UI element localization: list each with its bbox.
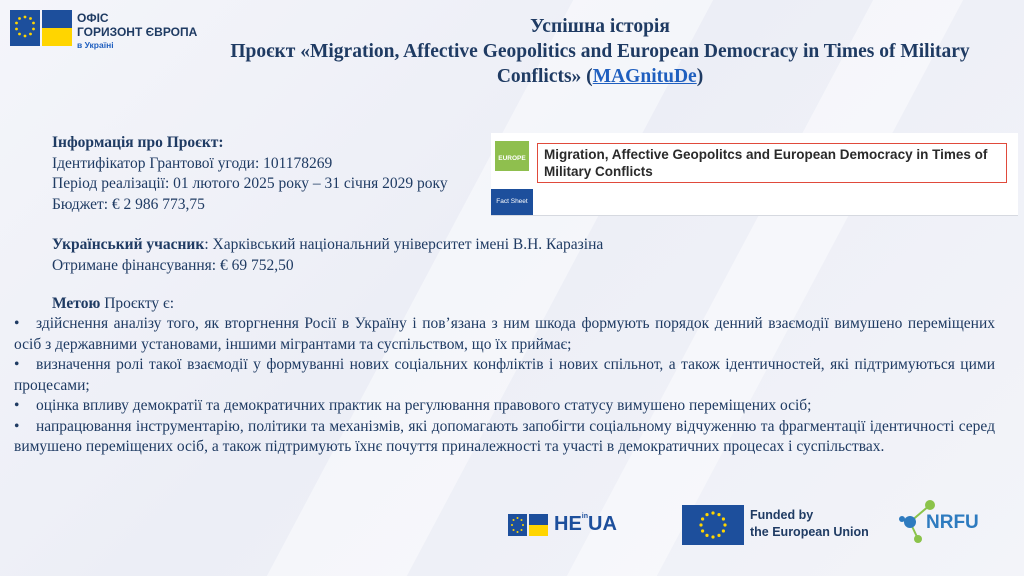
bullet: • — [14, 397, 20, 414]
project-info — [52, 133, 448, 215]
fact-sheet-project-title: Migration, Affective Geopolitcs and European Democracy in Times of Military Conflicts — [537, 143, 1007, 183]
horizon-europe-office-logo — [10, 8, 210, 48]
goal-item — [14, 314, 995, 355]
title-project — [225, 39, 975, 89]
eu-ua-flag-icon — [10, 10, 72, 46]
title-success-story: Успішна історія — [530, 16, 670, 37]
funded-by-line-1: Funded by — [750, 508, 814, 522]
heinua-he: HE — [554, 513, 582, 535]
fact-sheet-image — [491, 133, 1018, 216]
fact-sheet-tab: Fact Sheet — [491, 189, 533, 215]
goals-label-suffix: Проєкту є: — [100, 295, 175, 312]
goal-text: визначення ролі такої взаємодії у формуванні нових соціальних конфліктів і нових спільнот, а також ідентичностей, які підтримуються цими процесами; — [14, 356, 995, 394]
goal-item — [14, 417, 995, 458]
goal-item — [14, 355, 995, 396]
title-suffix: ) — [696, 66, 704, 87]
heinua-ua: UA — [588, 513, 617, 535]
participant-line — [52, 235, 603, 256]
goal-item — [14, 396, 995, 417]
goal-text: напрацювання інструментарію, політики та механізмів, які допомагають запобігти соціальному відчуженню та фрагментації ідентичності серед вимушено переміщених осіб, а також підтримують їхнє почуття приналежності та участі в демократичних процесах і суспільствах. — [14, 417, 995, 455]
fact-sheet-logo: EUROPE — [495, 141, 529, 171]
goal-text: здійснення аналізу того, як вторгнення Росії в Україну і пов’язана з ним шкода формують порядок денний взаємодії вимушено переміщених осіб з державними установами, іншими мігрантами та суспільством, що їх приймає; — [14, 315, 995, 353]
funded-by-eu — [750, 507, 869, 541]
funded-by-line-2: the European Union — [750, 525, 869, 539]
bullet: • — [14, 417, 20, 435]
participant-info — [52, 235, 603, 276]
received-funding: Отримане фінансування: € 69 752,50 — [52, 256, 294, 274]
page-title — [225, 14, 975, 89]
bullet: • — [14, 356, 20, 373]
project-info-heading: Інформація про Проєкт: — [52, 134, 224, 151]
participant-label: Український учасник — [52, 236, 205, 253]
logo-line-1: ОФІС — [77, 11, 109, 25]
eu-ua-flag-icon — [508, 514, 548, 536]
logo-line-2: ГОРИЗОНТ ЄВРОПА — [77, 25, 198, 39]
eu-flag-icon — [682, 505, 744, 545]
heinua-text — [554, 513, 617, 536]
goals-list — [14, 314, 995, 458]
budget: Бюджет: € 2 986 773,75 — [52, 195, 205, 213]
nrfu-text: NRFU — [926, 512, 979, 533]
project-link[interactable]: MAGnituDe — [592, 66, 697, 87]
goal-text: оцінка впливу демократії та демократичних практик на регулювання правового статусу вимушено переміщених осіб; — [36, 397, 812, 414]
nrfu-logo — [890, 495, 1000, 555]
heinua-in: in — [581, 513, 589, 520]
bullet: • — [14, 315, 20, 332]
heinua-logo — [508, 510, 638, 538]
grant-id: Ідентифікатор Грантової угоди: 101178269 — [52, 154, 333, 172]
goals-label: Метою — [52, 295, 101, 312]
participant-value: : Харківський національний університет імені В.Н. Каразіна — [204, 236, 604, 253]
implementation-period: Період реалізації: 01 лютого 2025 року – 31 січня 2029 року — [52, 175, 448, 192]
goals-heading-line — [52, 294, 174, 315]
logo-line-3: в Україні — [77, 40, 114, 50]
goals-heading — [52, 294, 174, 315]
title-prefix: Проєкт «Migration, Affective Geopolitics and European Democracy in Times of Military Conflicts» ( — [230, 41, 970, 87]
